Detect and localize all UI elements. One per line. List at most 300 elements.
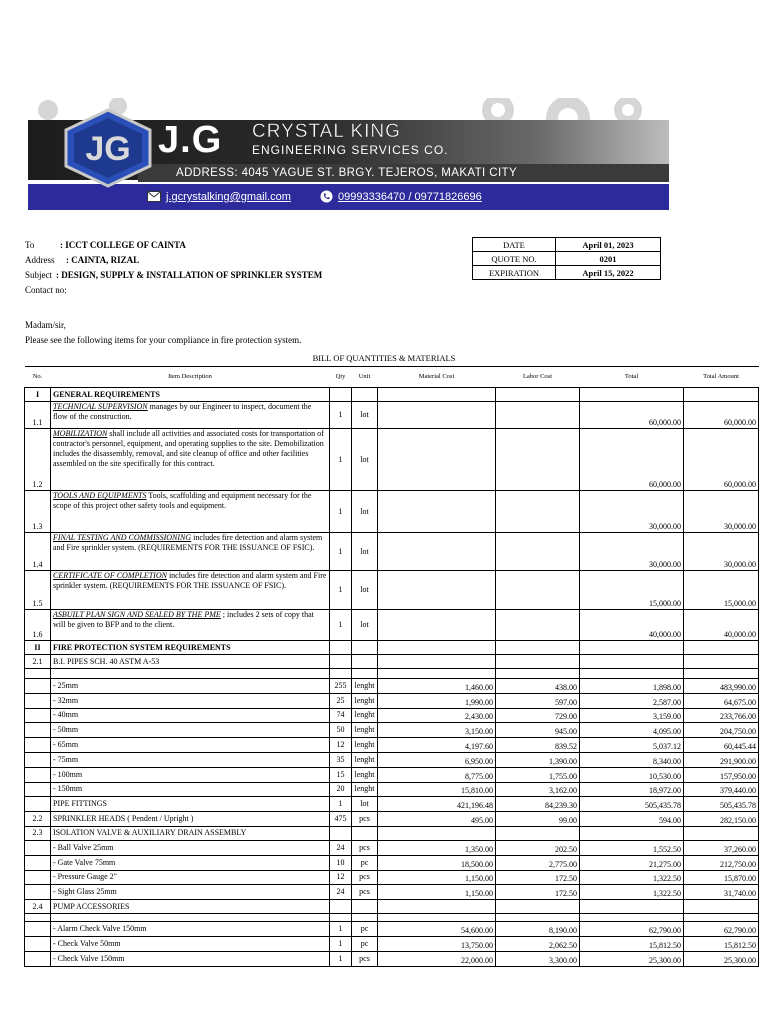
item-material-cost: 4,197.60: [378, 738, 496, 753]
item-total: 21,275.00: [580, 855, 684, 870]
item-material-cost: 2,430.00: [378, 708, 496, 723]
item-unit: lot: [352, 429, 378, 491]
item-description: - 50mm: [51, 723, 330, 738]
empty-cell: [25, 914, 51, 922]
item-total-amount: 212,750.00: [684, 855, 759, 870]
item-total: 30,000.00: [580, 491, 684, 533]
subject-label: Subject: [25, 270, 52, 280]
item-description: - Pressure Gauge 2": [51, 870, 330, 885]
item-qty: 25: [330, 693, 352, 708]
item-qty: 74: [330, 708, 352, 723]
item-labor-cost: [496, 533, 580, 571]
empty-cell: [684, 388, 759, 402]
item-qty: 1: [330, 402, 352, 429]
item-number: [25, 693, 51, 708]
empty-cell: [352, 900, 378, 914]
item-labor-cost: [496, 402, 580, 429]
item-description: - Check Valve 50mm: [51, 936, 330, 951]
item-description: - Ball Valve 25mm: [51, 840, 330, 855]
item-qty: 475: [330, 812, 352, 827]
item-number: [25, 936, 51, 951]
item-description: [51, 491, 330, 533]
item-detail: includes fire detection and alarm system and Fire sprinkler system. (REQUIREMENTS FOR THE ISSUANCE OF FSIC).: [53, 571, 327, 590]
item-labor-cost: 2,775.00: [496, 855, 580, 870]
item-qty: 1: [330, 936, 352, 951]
empty-cell: [684, 914, 759, 922]
boq-title: BILL OF QUANTITIES & MATERIALS: [312, 353, 456, 363]
item-material-cost: 1,460.00: [378, 679, 496, 694]
empty-cell: [330, 669, 352, 679]
expiration-label: EXPIRATION: [473, 266, 556, 280]
table-row: [25, 885, 759, 900]
bill-of-quantities-table: [24, 366, 759, 967]
item-number: [25, 723, 51, 738]
item-description: SPRINKLER HEADS ( Pendent / Upright ): [51, 812, 330, 827]
empty-cell: [580, 388, 684, 402]
item-description: [51, 610, 330, 641]
item-detail: manages by our Engineer to inspect, document the flow of the construction.: [53, 402, 312, 421]
table-row: [25, 723, 759, 738]
section-title: GENERAL REQUIREMENTS: [51, 388, 330, 402]
expiration-value: April 15, 2022: [556, 266, 661, 280]
quote-expiration-row: [473, 266, 661, 280]
subsection-title: B.I. PIPES SCH. 40 ASTM A-53: [51, 655, 330, 669]
item-labor-cost: 3,162.00: [496, 782, 580, 797]
item-number: 1.1: [25, 402, 51, 429]
sprinkler-row: [25, 812, 759, 827]
item-title: TECHNICAL SUPERVISION: [53, 402, 148, 411]
quote-no-label: QUOTE NO.: [473, 252, 556, 266]
item-material-cost: 3,150.00: [378, 723, 496, 738]
item-qty: 15: [330, 767, 352, 782]
item-material-cost: 1,990.00: [378, 693, 496, 708]
empty-cell: [496, 900, 580, 914]
item-labor-cost: 839.52: [496, 738, 580, 753]
item-labor-cost: 1,390.00: [496, 752, 580, 767]
item-total: 2,587.00: [580, 693, 684, 708]
item-material-cost: [378, 533, 496, 571]
item-total: 15,812.50: [580, 936, 684, 951]
table-header-row: [25, 367, 759, 388]
item-material-cost: 13,750.00: [378, 936, 496, 951]
table-row: [25, 782, 759, 797]
item-title: TOOLS AND EQUIPMENTS: [53, 491, 147, 500]
item-unit: lenght: [352, 738, 378, 753]
item-unit: lot: [352, 533, 378, 571]
item-description: - 75mm: [51, 752, 330, 767]
item-number: [25, 797, 51, 812]
item-unit: pcs: [352, 870, 378, 885]
brand-mark: J.G: [158, 119, 223, 161]
item-description: [51, 402, 330, 429]
empty-cell: [580, 914, 684, 922]
empty-cell: [684, 669, 759, 679]
item-title: CERTIFICATE OF COMPLETION: [53, 571, 167, 580]
col-header-qty: Qty: [330, 367, 352, 388]
table-row: [25, 840, 759, 855]
item-title: FINAL TESTING AND COMMISSIONING: [53, 533, 192, 542]
item-number: [25, 840, 51, 855]
item-total-amount: 62,790.00: [684, 922, 759, 937]
empty-cell: [684, 826, 759, 840]
empty-cell: [352, 641, 378, 655]
empty-cell: [352, 914, 378, 922]
item-number: 2.2: [25, 812, 51, 827]
item-total-amount: 291,900.00: [684, 752, 759, 767]
item-labor-cost: 729.00: [496, 708, 580, 723]
table-row: [25, 679, 759, 694]
phone-icon: [320, 190, 333, 203]
item-detail: includes fire detection and alarm system and Fire sprinkler system. (REQUIREMENTS FOR THE ISSUANCE OF FSIC).: [53, 533, 323, 552]
empty-cell: [352, 669, 378, 679]
item-qty: 1: [330, 610, 352, 641]
item-total: 594.00: [580, 812, 684, 827]
item-total-amount: 15,000.00: [684, 571, 759, 610]
item-labor-cost: 8,190.00: [496, 922, 580, 937]
empty-cell: [378, 655, 496, 669]
section-row: [25, 641, 759, 655]
item-unit: lenght: [352, 708, 378, 723]
item-detail: shall include all activities and associated costs for transportation of contractor's personnel, equipment, and operating supplies to the site. Demobilization includes the disassembly, removal, and site cleanup of office and other facilities assembled on the site specifically for this contract.: [53, 429, 324, 468]
empty-cell: [496, 641, 580, 655]
item-qty: 1: [330, 951, 352, 966]
item-number: [25, 767, 51, 782]
empty-cell: [378, 669, 496, 679]
general-item-row: [25, 491, 759, 533]
item-detail: ; includes 2 sets of copy that will be given to BFP and to the client.: [53, 610, 314, 629]
item-total: 18,972.00: [580, 782, 684, 797]
empty-cell: [496, 914, 580, 922]
table-row: [25, 752, 759, 767]
item-qty: 1: [330, 571, 352, 610]
item-material-cost: 6,950.00: [378, 752, 496, 767]
subject-value: : DESIGN, SUPPLY & INSTALLATION OF SPRINKLER SYSTEM: [56, 270, 323, 280]
item-total-amount: 157,950.00: [684, 767, 759, 782]
item-description: - Alarm Check Valve 150mm: [51, 922, 330, 937]
date-value: April 01, 2023: [556, 238, 661, 252]
item-labor-cost: [496, 610, 580, 641]
item-number: 1.2: [25, 429, 51, 491]
item-material-cost: 421,196.48: [378, 797, 496, 812]
empty-cell: [378, 914, 496, 922]
item-total: 25,300.00: [580, 951, 684, 966]
item-qty: 24: [330, 885, 352, 900]
item-unit: pc: [352, 922, 378, 937]
item-unit: lot: [352, 491, 378, 533]
item-total: 8,340.00: [580, 752, 684, 767]
general-item-row: [25, 610, 759, 641]
empty-cell: [330, 914, 352, 922]
subsection-number: 2.1: [25, 655, 51, 669]
item-number: 1.4: [25, 533, 51, 571]
item-total: 60,000.00: [580, 429, 684, 491]
item-labor-cost: 1,755.00: [496, 767, 580, 782]
item-total-amount: 30,000.00: [684, 491, 759, 533]
to-label: To: [25, 240, 35, 250]
item-material-cost: [378, 610, 496, 641]
item-total-amount: 64,675.00: [684, 693, 759, 708]
item-total: 1,322.50: [580, 870, 684, 885]
item-unit: pcs: [352, 885, 378, 900]
item-material-cost: 15,810.00: [378, 782, 496, 797]
empty-cell: [330, 826, 352, 840]
item-material-cost: 18,500.00: [378, 855, 496, 870]
table-row: [25, 870, 759, 885]
item-unit: lot: [352, 571, 378, 610]
table-row: [25, 693, 759, 708]
item-qty: 35: [330, 752, 352, 767]
logo-letters: JG: [85, 130, 131, 168]
item-qty: 10: [330, 855, 352, 870]
table-row: [25, 855, 759, 870]
item-labor-cost: 172.50: [496, 885, 580, 900]
item-unit: pcs: [352, 951, 378, 966]
item-number: [25, 885, 51, 900]
item-unit: lenght: [352, 782, 378, 797]
item-number: 1.3: [25, 491, 51, 533]
item-description: PIPE FITTINGS: [51, 797, 330, 812]
item-total: 62,790.00: [580, 922, 684, 937]
col-header-material-cost: Material Cost: [378, 367, 496, 388]
col-header-unit: Unit: [352, 367, 378, 388]
empty-cell: [496, 655, 580, 669]
item-total-amount: 60,000.00: [684, 402, 759, 429]
item-unit: lot: [352, 797, 378, 812]
item-total: 30,000.00: [580, 533, 684, 571]
empty-cell: [352, 826, 378, 840]
item-title: ASBUILT PLAN SIGN AND SEALED BY THE PME: [53, 610, 221, 619]
item-unit: lenght: [352, 693, 378, 708]
general-item-row: [25, 533, 759, 571]
col-header-total-amount: Total Amount: [684, 367, 759, 388]
item-total: 1,552.50: [580, 840, 684, 855]
item-material-cost: [378, 402, 496, 429]
email-icon: [147, 191, 161, 202]
item-total: 1,898.00: [580, 679, 684, 694]
empty-cell: [378, 388, 496, 402]
empty-cell: [496, 826, 580, 840]
item-total: 4,095.00: [580, 723, 684, 738]
item-description: - Gate Valve 75mm: [51, 855, 330, 870]
spacer-row: [25, 669, 759, 679]
item-description: - 25mm: [51, 679, 330, 694]
item-description: [51, 571, 330, 610]
company-subtitle: ENGINEERING SERVICES CO.: [252, 143, 449, 157]
item-number: [25, 870, 51, 885]
quote-date-row: [473, 238, 661, 252]
item-total-amount: 483,990.00: [684, 679, 759, 694]
empty-cell: [684, 900, 759, 914]
item-material-cost: 8,775.00: [378, 767, 496, 782]
spacer-row: [25, 914, 759, 922]
table-row: [25, 767, 759, 782]
item-total-amount: 60,445.44: [684, 738, 759, 753]
item-total-amount: 30,000.00: [684, 533, 759, 571]
table-row: [25, 797, 759, 812]
company-phone-link[interactable]: 09993336470 / 09771826696: [338, 191, 482, 203]
item-description: [51, 429, 330, 491]
address-label: Address: [25, 255, 55, 265]
item-description: - Check Valve 150mm: [51, 951, 330, 966]
item-unit: pcs: [352, 812, 378, 827]
item-labor-cost: 202.50: [496, 840, 580, 855]
item-material-cost: [378, 491, 496, 533]
item-number: [25, 708, 51, 723]
company-logo-icon: [62, 108, 154, 188]
item-description: - 32mm: [51, 693, 330, 708]
item-qty: 1: [330, 922, 352, 937]
item-unit: lenght: [352, 752, 378, 767]
item-qty: 255: [330, 679, 352, 694]
item-labor-cost: 597.00: [496, 693, 580, 708]
item-qty: 50: [330, 723, 352, 738]
general-item-row: [25, 571, 759, 610]
item-labor-cost: 3,300.00: [496, 951, 580, 966]
empty-cell: [378, 826, 496, 840]
item-total: 40,000.00: [580, 610, 684, 641]
empty-cell: [51, 669, 330, 679]
item-qty: 12: [330, 870, 352, 885]
item-qty: 24: [330, 840, 352, 855]
item-total-amount: 40,000.00: [684, 610, 759, 641]
col-header-total: Total: [580, 367, 684, 388]
company-email-link[interactable]: j.gcrystalking@gmail.com: [166, 191, 291, 203]
item-description: - Sight Glass 25mm: [51, 885, 330, 900]
empty-cell: [330, 655, 352, 669]
table-row: [25, 936, 759, 951]
to-value: : ICCT COLLEGE OF CAINTA: [60, 240, 186, 250]
item-total-amount: 37,260.00: [684, 840, 759, 855]
intro-line: Please see the following items for your compliance in fire protection system.: [25, 335, 302, 345]
item-number: [25, 922, 51, 937]
item-material-cost: 22,000.00: [378, 951, 496, 966]
empty-cell: [496, 388, 580, 402]
empty-cell: [580, 826, 684, 840]
item-total-amount: 282,150.00: [684, 812, 759, 827]
item-number: 1.6: [25, 610, 51, 641]
item-labor-cost: [496, 429, 580, 491]
item-total-amount: 15,812.50: [684, 936, 759, 951]
table-row: [25, 738, 759, 753]
item-total: 5,037.12: [580, 738, 684, 753]
subsection-row: [25, 900, 759, 914]
section-number: I: [25, 388, 51, 402]
quote-no-value: 0201: [556, 252, 661, 266]
address-value: : CAINTA, RIZAL: [66, 255, 140, 265]
section-row: [25, 388, 759, 402]
empty-cell: [25, 669, 51, 679]
item-labor-cost: [496, 491, 580, 533]
item-unit: lot: [352, 402, 378, 429]
item-total-amount: 25,300.00: [684, 951, 759, 966]
item-labor-cost: 84,239.30: [496, 797, 580, 812]
subsection-title: ISOLATION VALVE & AUXILIARY DRAIN ASSEMBLY: [51, 826, 330, 840]
empty-cell: [378, 641, 496, 655]
quote-number-row: [473, 252, 661, 266]
subsection-row: [25, 655, 759, 669]
empty-cell: [496, 669, 580, 679]
col-header-description: Item Description: [51, 367, 330, 388]
item-unit: lot: [352, 610, 378, 641]
item-unit: lenght: [352, 679, 378, 694]
empty-cell: [330, 900, 352, 914]
item-description: - 65mm: [51, 738, 330, 753]
item-total: 60,000.00: [580, 402, 684, 429]
item-material-cost: [378, 429, 496, 491]
item-labor-cost: 945.00: [496, 723, 580, 738]
item-unit: pc: [352, 855, 378, 870]
item-material-cost: 495.00: [378, 812, 496, 827]
item-number: [25, 679, 51, 694]
empty-cell: [352, 388, 378, 402]
item-total-amount: 60,000.00: [684, 429, 759, 491]
table-row: [25, 708, 759, 723]
item-qty: 12: [330, 738, 352, 753]
quote-info-table: [472, 237, 661, 280]
empty-cell: [580, 900, 684, 914]
company-banner: [28, 98, 669, 212]
item-unit: lenght: [352, 767, 378, 782]
item-qty: 1: [330, 797, 352, 812]
empty-cell: [684, 641, 759, 655]
item-number: 1.5: [25, 571, 51, 610]
empty-cell: [684, 655, 759, 669]
item-description: - 40mm: [51, 708, 330, 723]
item-labor-cost: 99.00: [496, 812, 580, 827]
item-unit: pcs: [352, 840, 378, 855]
item-total-amount: 379,440.00: [684, 782, 759, 797]
col-header-no: No.: [25, 367, 51, 388]
item-labor-cost: 2,062.50: [496, 936, 580, 951]
item-number: [25, 738, 51, 753]
item-total-amount: 505,435.78: [684, 797, 759, 812]
item-qty: 20: [330, 782, 352, 797]
subsection-row: [25, 826, 759, 840]
empty-cell: [51, 914, 330, 922]
item-material-cost: 1,150.00: [378, 885, 496, 900]
item-qty: 1: [330, 533, 352, 571]
item-total-amount: 233,766.00: [684, 708, 759, 723]
item-unit: lenght: [352, 723, 378, 738]
col-header-labor-cost: Labor Cost: [496, 367, 580, 388]
date-label: DATE: [473, 238, 556, 252]
general-item-row: [25, 402, 759, 429]
item-total: 3,159.00: [580, 708, 684, 723]
section-title: FIRE PROTECTION SYSTEM REQUIREMENTS: [51, 641, 330, 655]
item-total-amount: 31,740.00: [684, 885, 759, 900]
empty-cell: [378, 900, 496, 914]
item-number: [25, 855, 51, 870]
item-qty: 1: [330, 491, 352, 533]
table-row: [25, 922, 759, 937]
item-material-cost: [378, 571, 496, 610]
empty-cell: [352, 655, 378, 669]
item-number: [25, 951, 51, 966]
section-number: II: [25, 641, 51, 655]
item-labor-cost: 438.00: [496, 679, 580, 694]
item-number: [25, 752, 51, 767]
general-item-row: [25, 429, 759, 491]
table-row: [25, 951, 759, 966]
empty-cell: [330, 641, 352, 655]
item-labor-cost: [496, 571, 580, 610]
item-total-amount: 204,750.00: [684, 723, 759, 738]
empty-cell: [580, 669, 684, 679]
item-material-cost: 1,150.00: [378, 870, 496, 885]
salutation: Madam/sir,: [25, 320, 66, 330]
empty-cell: [580, 641, 684, 655]
subsection-title: PUMP ACCESSORIES: [51, 900, 330, 914]
